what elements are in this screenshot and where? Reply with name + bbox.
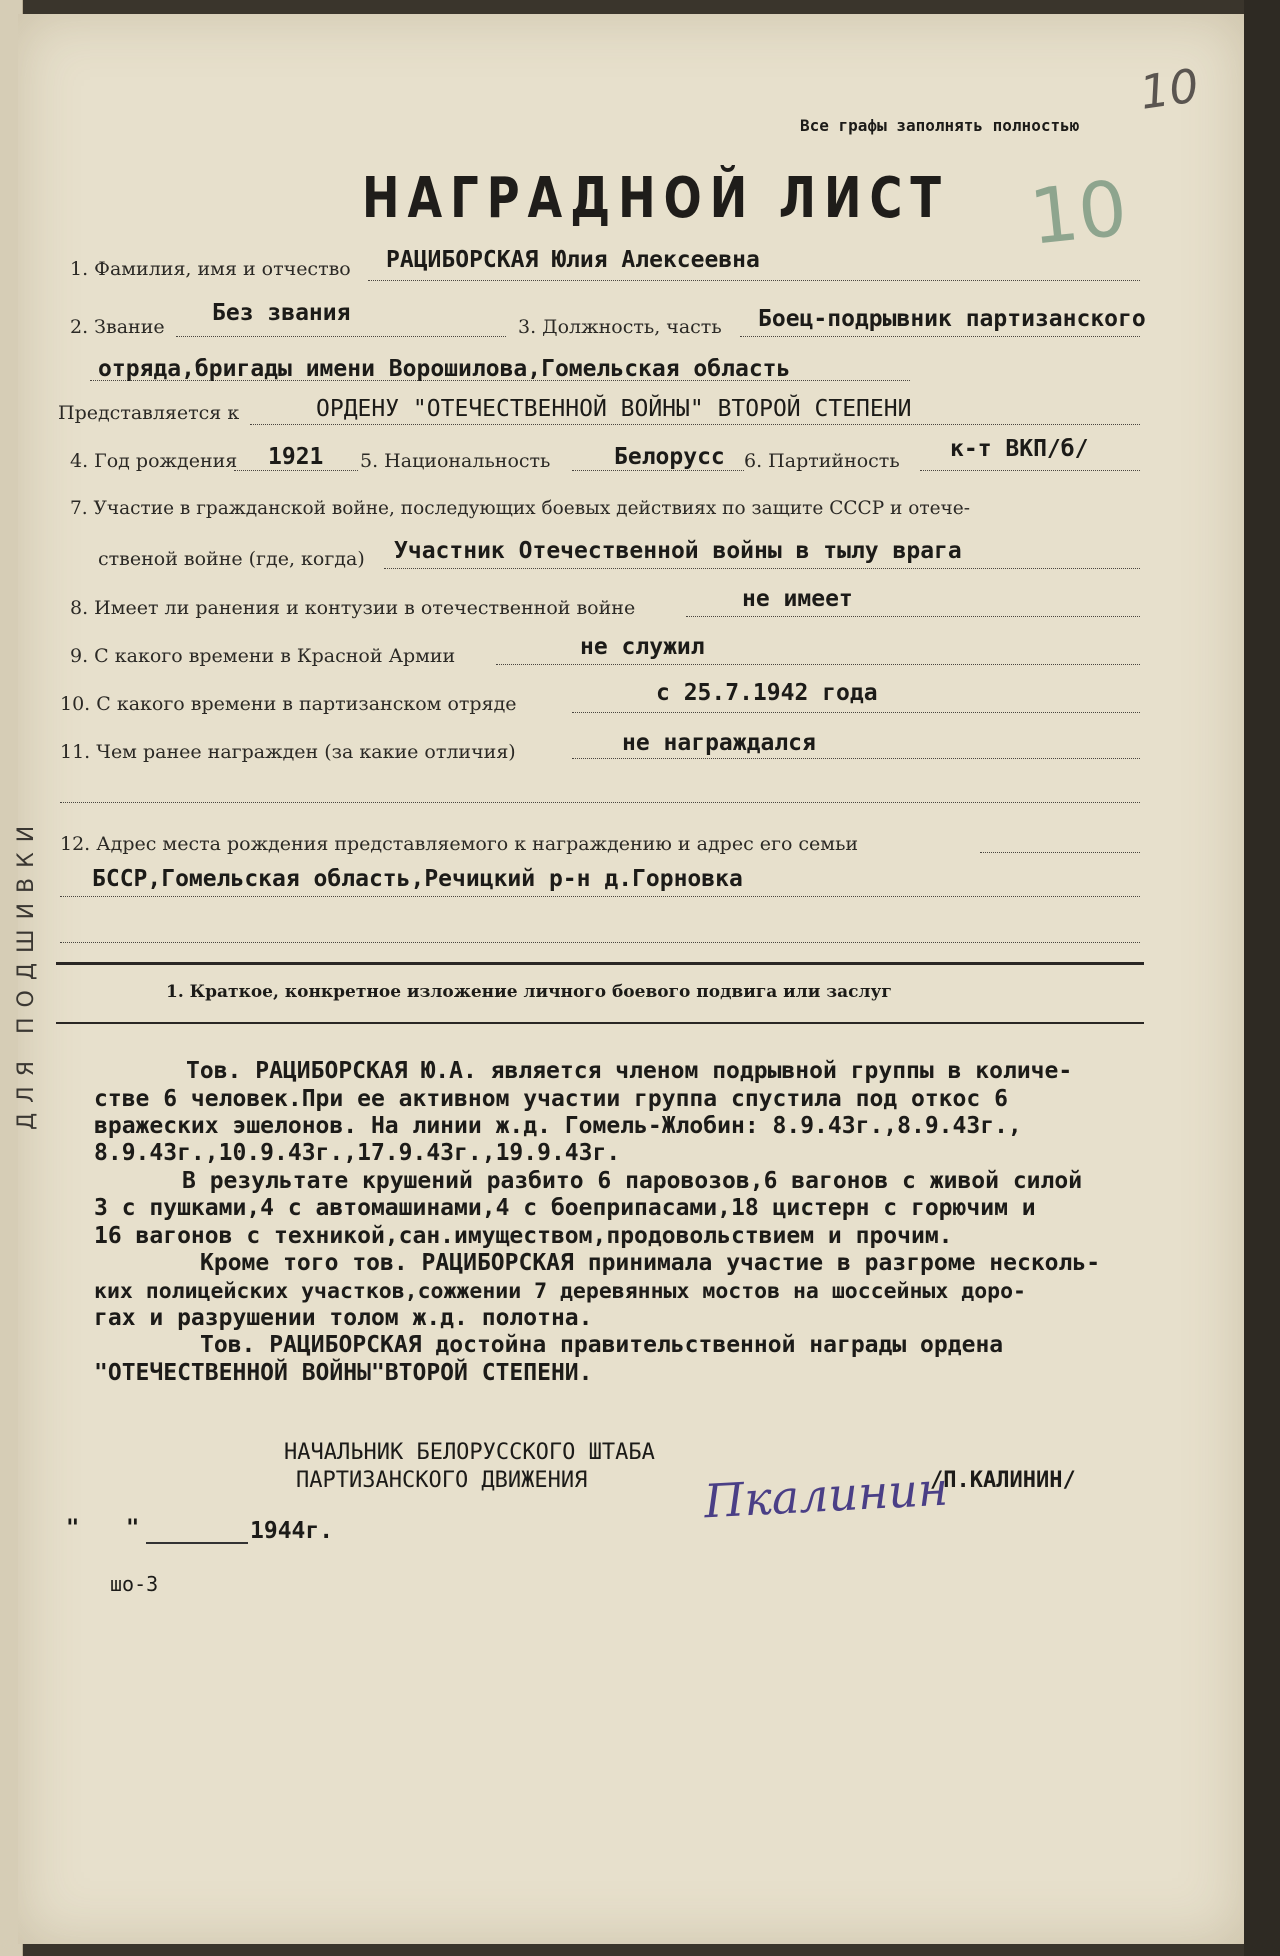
field-11-line [572, 758, 1140, 759]
presented-value: ОРДЕНУ "ОТЕЧЕСТВЕННОЙ ВОЙНЫ" ВТОРОЙ СТЕПЕНИ [316, 396, 912, 422]
handwritten-signature: Пкалинин [702, 1461, 950, 1529]
field-9-line [496, 664, 1140, 665]
field-1-line [368, 280, 1140, 281]
form-code: шо-3 [110, 1572, 159, 1596]
page-number-handwritten: 10 [1136, 58, 1203, 120]
body-line-9: ких полицейских участков,сожжении 7 деревянных мостов на шоссейных доро- [94, 1279, 1026, 1304]
field-7-label-line1: 7. Участие в гражданской войне, последующих боевых действиях по защите СССР и отече- [70, 498, 970, 519]
field-6-value: к-т ВКП/б/ [950, 436, 1089, 462]
field-4-value: 1921 [268, 444, 324, 470]
presented-label: Представляется к [58, 402, 240, 424]
field-6-label: 6. Партийность [744, 450, 900, 472]
field-3-label: 3. Должность, часть [518, 316, 722, 338]
date-year: 1944г. [250, 1518, 334, 1544]
field-1-value: РАЦИБОРСКАЯ Юлия Алексеевна [386, 247, 760, 273]
field-10-value: с 25.7.1942 года [656, 680, 878, 706]
field-12-line [60, 896, 1140, 897]
section-bottom-rule [56, 1022, 1144, 1024]
signatory-title-line2: ПАРТИЗАНСКОГО ДВИЖЕНИЯ [296, 1468, 588, 1493]
body-line-11: Тов. РАЦИБОРСКАЯ достойна правительственной награды ордена [200, 1332, 1004, 1358]
field-5-line [572, 470, 744, 471]
field-8-value: не имеет [742, 586, 853, 612]
signatory-title-line1: НАЧАЛЬНИК БЕЛОРУССКОГО ШТАБА [284, 1440, 655, 1465]
field-6-line [920, 470, 1140, 471]
body-line-3: вражеских эшелонов. На линии ж.д. Гомель-Жлобин: 8.9.43г.,8.9.43г., [94, 1113, 1022, 1139]
section-top-rule [56, 962, 1144, 965]
field-12-label: 12. Адрес места рождения представляемого к награждению и адрес его семьи [60, 833, 859, 855]
date-blank-line [146, 1542, 248, 1544]
date-quote-open: " [66, 1516, 80, 1541]
field-2-value: Без звания [212, 300, 351, 326]
field-4-line [234, 470, 358, 471]
award-sheet-page [18, 14, 1244, 1944]
field-10-label: 10. С какого времени в партизанском отряде [60, 693, 517, 715]
body-line-7: 16 вагонов с техникой,сан.имуществом,продовольствием и прочим. [94, 1223, 953, 1249]
body-line-2: стве 6 человек.При ее активном участии группа спустила под откос 6 [94, 1086, 1008, 1112]
field-9-value: не служил [580, 634, 705, 660]
field-4-label: 4. Год рождения [70, 450, 238, 472]
field-12-extra-line [60, 942, 1140, 943]
field-8-line [686, 616, 1140, 617]
document-title: НАГРАДНОЙ ЛИСТ [362, 166, 949, 231]
field-12-label-line [980, 852, 1140, 853]
field-5-value: Белорусс [614, 444, 725, 470]
field-1-label: 1. Фамилия, имя и отчество [70, 258, 351, 280]
body-line-1: Тов. РАЦИБОРСКАЯ Ю.А. является членом подрывной группы в количе- [186, 1058, 1073, 1084]
field-7-value: Участник Отечественной войны в тылу врага [394, 538, 962, 564]
field-7-line [384, 568, 1140, 569]
presented-line [250, 424, 1140, 425]
field-5-label: 5. Национальность [360, 450, 551, 472]
body-line-5: В результате крушений разбито 6 паровозов,6 вагонов с живой силой [182, 1168, 1083, 1194]
body-line-10: гах и разрушении толом ж.д. полотна. [94, 1305, 593, 1331]
field-8-label: 8. Имеет ли ранения и контузии в отечественной войне [70, 597, 636, 619]
field-11-extra-line [60, 802, 1140, 803]
page-edge-shadow [1244, 0, 1280, 1956]
section-heading: 1. Краткое, конкретное изложение личного боевого подвига или заслуг [166, 982, 892, 1002]
signatory-name: /П.КАЛИНИН/ [930, 1468, 1076, 1493]
body-line-8: Кроме того тов. РАЦИБОРСКАЯ принимала участие в разгроме несколь- [200, 1250, 1101, 1276]
pencil-mark: 10 [1025, 163, 1132, 262]
field-11-value: не награждался [622, 730, 816, 756]
date-quote-close: " [126, 1516, 140, 1541]
body-line-4: 8.9.43г.,10.9.43г.,17.9.43г.,19.9.43г. [94, 1140, 621, 1166]
field-3-value-cont: отряда,бригады имени Ворошилова,Гомельская область [98, 356, 791, 382]
field-9-label: 9. С какого времени в Красной Армии [70, 645, 456, 667]
body-line-6: 3 с пушками,4 с автомашинами,4 с боеприпасами,18 цистерн с горючим и [94, 1195, 1036, 1221]
field-3-line [740, 336, 1140, 337]
field-7-label-line2: ственой войне (где, когда) [98, 548, 365, 570]
field-12-value: БССР,Гомельская область,Речицкий р-н д.Горновка [92, 866, 743, 892]
field-3-value: Боец-подрывник партизанского [758, 306, 1146, 332]
field-2-label: 2. Звание [70, 316, 165, 338]
body-line-12: "ОТЕЧЕСТВЕННОЙ ВОЙНЫ"ВТОРОЙ СТЕПЕНИ. [94, 1360, 593, 1386]
field-10-line [572, 712, 1140, 713]
field-11-label: 11. Чем ранее награжден (за какие отличия) [60, 741, 516, 763]
binding-margin-note: ДЛЯ ПОДШИВКИ [14, 815, 39, 1130]
instruction-text: Все графы заполнять полностью [800, 116, 1080, 135]
field-2-line [176, 336, 506, 337]
